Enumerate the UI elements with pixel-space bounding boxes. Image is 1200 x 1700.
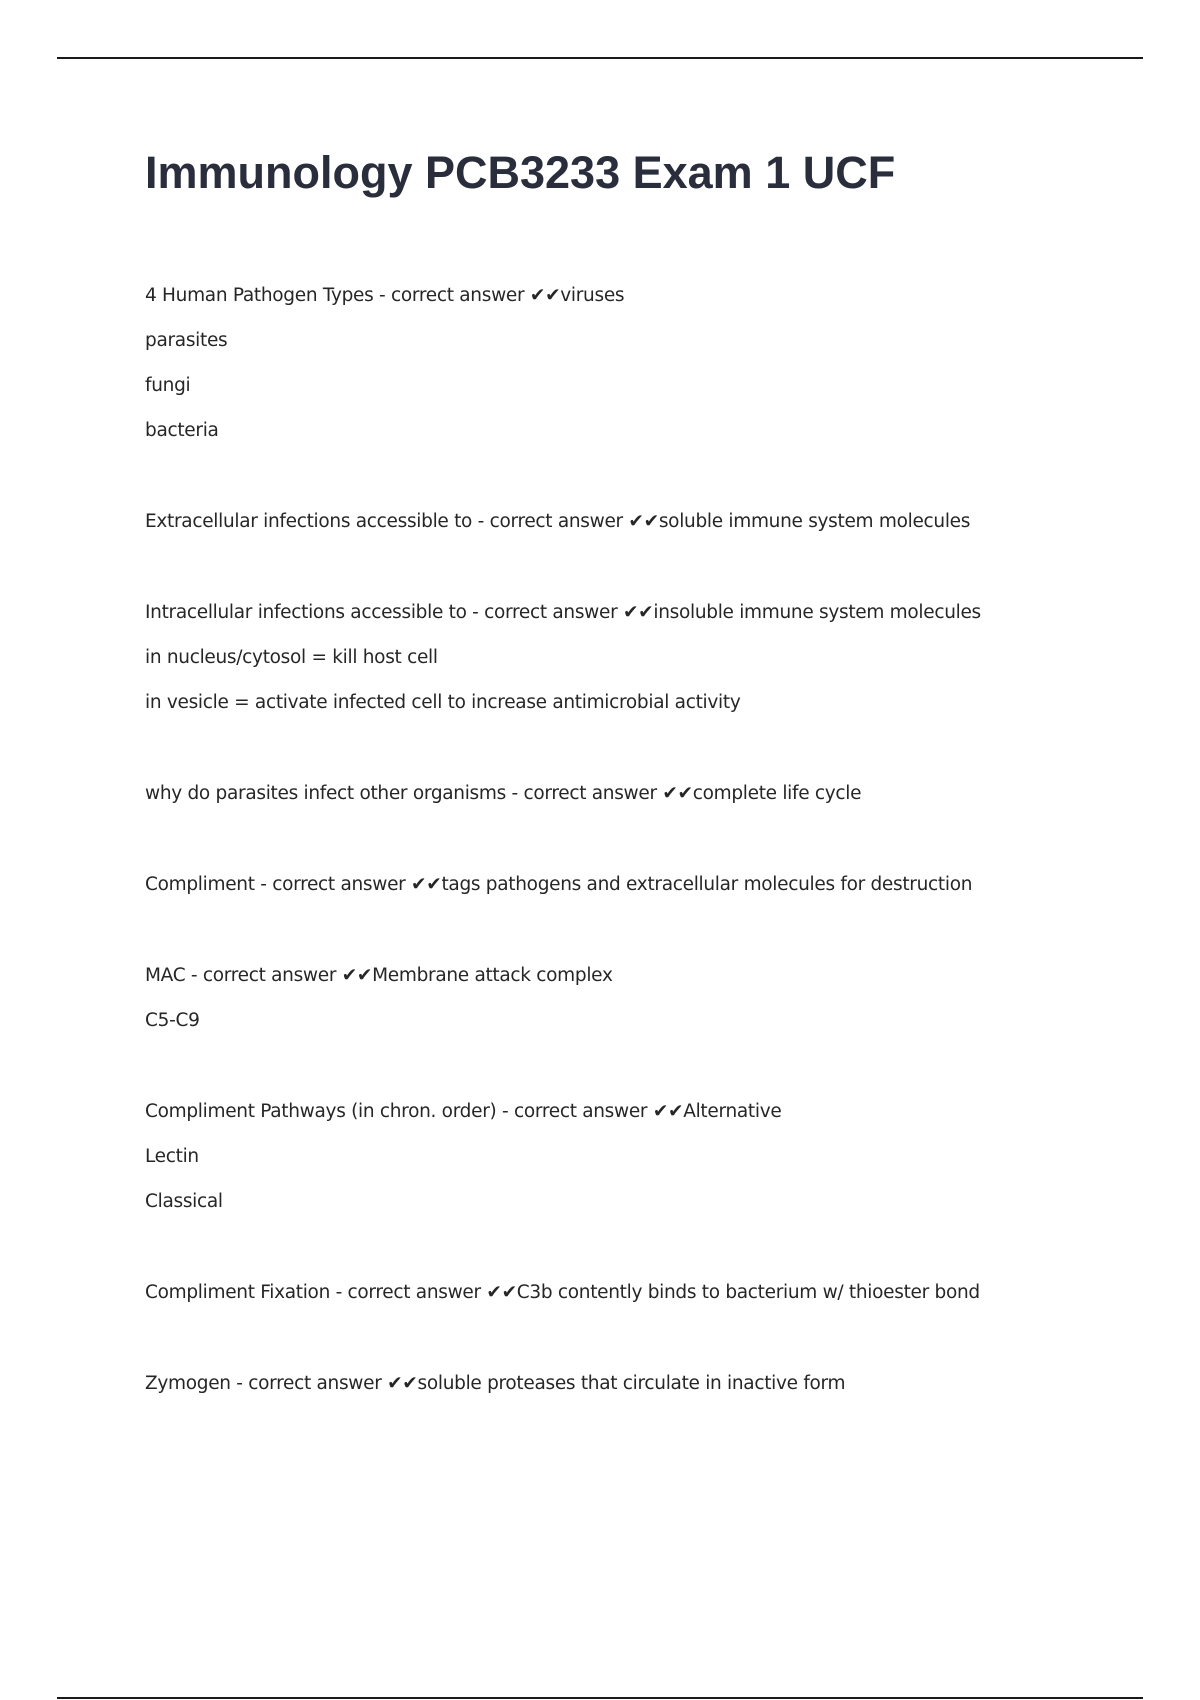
qa-line: 4 Human Pathogen Types - correct answer ✔✔viruses (145, 285, 625, 306)
qa-line: Zymogen - correct answer ✔✔soluble proteases that circulate in inactive form (145, 1373, 846, 1394)
qa-line: MAC - correct answer ✔✔Membrane attack complex (145, 965, 613, 986)
footer-rule (57, 1697, 1143, 1699)
qa-item (145, 1372, 1105, 1417)
qa-item (145, 1281, 1105, 1326)
qa-line: Classical (145, 1191, 223, 1212)
qa-item (145, 873, 1105, 918)
qa-line: Compliment - correct answer ✔✔tags pathogens and extracellular molecules for destruction (145, 874, 973, 895)
header-rule (57, 57, 1143, 59)
qa-line: in vesicle = activate infected cell to increase antimicrobial activity (145, 692, 741, 713)
qa-line: Extracellular infections accessible to - correct answer ✔✔soluble immune system molecules (145, 511, 971, 532)
qa-line: fungi (145, 375, 191, 396)
qa-line: Intracellular infections accessible to - correct answer ✔✔insoluble immune system molecules (145, 602, 981, 623)
qa-line: Compliment Pathways (in chron. order) - correct answer ✔✔Alternative (145, 1101, 782, 1122)
qa-line: Lectin (145, 1146, 199, 1167)
qa-item (145, 782, 1105, 827)
qa-item (145, 284, 1105, 464)
qa-item (145, 1100, 1105, 1235)
qa-item (145, 510, 1105, 555)
qa-line: C5-C9 (145, 1010, 200, 1031)
qa-item (145, 964, 1105, 1054)
page-title: Immunology PCB3233 Exam 1 UCF (145, 147, 896, 198)
qa-line: parasites (145, 330, 228, 351)
qa-line: why do parasites infect other organisms - correct answer ✔✔complete life cycle (145, 783, 862, 804)
qa-item (145, 601, 1105, 736)
qa-line: in nucleus/cytosol = kill host cell (145, 647, 438, 668)
qa-line: bacteria (145, 420, 219, 441)
qa-line: Compliment Fixation - correct answer ✔✔C3b contently binds to bacterium w/ thioester bond (145, 1282, 980, 1303)
document-body (145, 284, 1105, 1463)
